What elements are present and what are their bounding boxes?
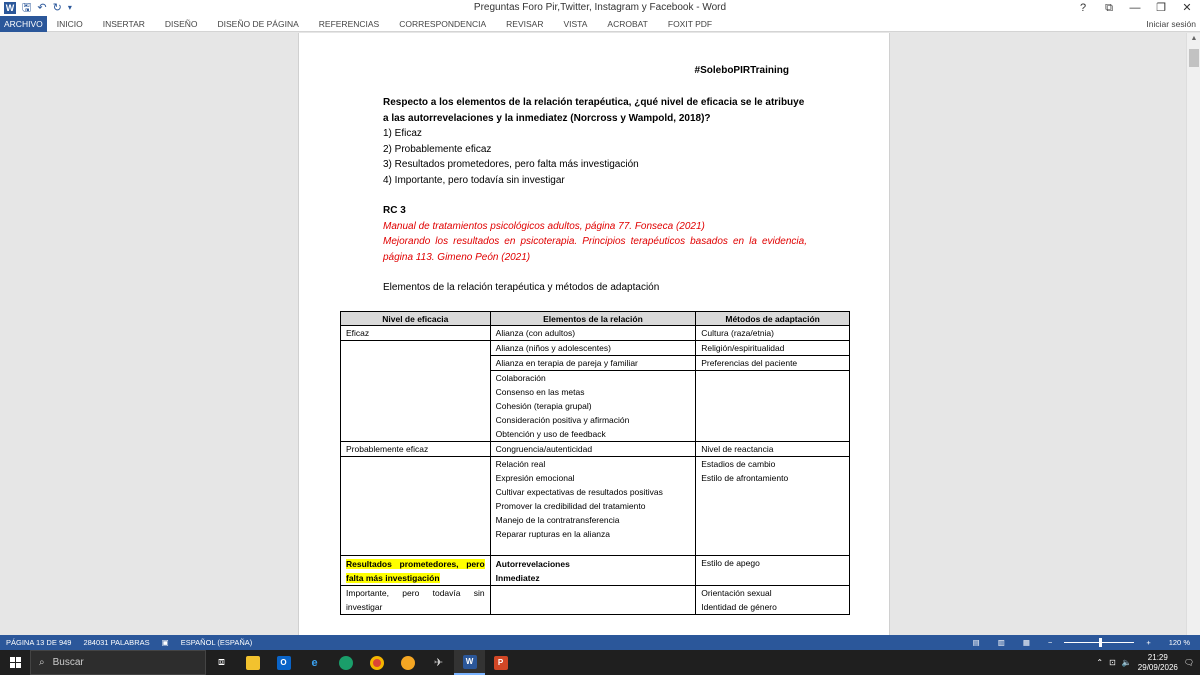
tab-diseno-de-pagina[interactable]: DISEÑO DE PÁGINA (217, 18, 299, 29)
cell-empty (490, 586, 696, 615)
scroll-up-icon[interactable]: ▲ (1190, 35, 1198, 42)
title-bar (0, 0, 1200, 16)
header-metodos: Métodos de adaptación (696, 312, 850, 326)
cell-preferencias: Preferencias del paciente (696, 356, 850, 371)
table-title: Elementos de la relación terapéutica y métodos de adaptación (383, 282, 660, 293)
windows-taskbar (0, 650, 1200, 675)
answer-key: RC 3 (383, 205, 406, 216)
restore-button[interactable]: ❐ (1156, 2, 1166, 14)
tab-acrobat[interactable]: ACROBAT (607, 18, 648, 29)
chrome-icon[interactable] (361, 650, 392, 675)
task-view-icon[interactable]: ⧈ (218, 656, 225, 668)
highlighted-text: falta más investigación (346, 573, 440, 583)
clock-time: 21:29 (1147, 652, 1168, 662)
table-row (341, 341, 850, 356)
list-item: Manejo de la contratransferencia (495, 515, 620, 525)
header-nivel: Nivel de eficacia (341, 312, 491, 326)
tab-inicio[interactable]: INICIO (56, 18, 83, 29)
cell-importante-methods (696, 586, 850, 615)
cell-reactancia: Nivel de reactancia (696, 442, 850, 457)
list-item: Orientación sexual (701, 588, 772, 598)
list-item: Identidad de género (701, 602, 777, 612)
zoom-slider-handle[interactable] (1099, 638, 1102, 647)
vertical-scrollbar[interactable] (1186, 33, 1200, 635)
file-explorer-icon[interactable] (237, 650, 268, 675)
volume-icon[interactable]: 🔈 (1121, 658, 1132, 667)
system-tray (1096, 650, 1200, 675)
taskbar-search[interactable] (30, 650, 206, 675)
browser-icon[interactable] (392, 650, 423, 675)
notifications-icon[interactable]: 🗨 (1183, 658, 1194, 667)
cell-prob-eficaz: Probablemente eficaz (341, 442, 491, 457)
word-taskbar-icon[interactable]: W (454, 650, 485, 675)
cell-congruencia: Congruencia/autenticidad (490, 442, 696, 457)
list-item: Relación real (495, 459, 546, 469)
cell-autorrevelaciones (490, 556, 696, 586)
list-item: Estilo de afrontamiento (701, 473, 789, 483)
windows-logo-icon (10, 657, 21, 668)
table-row (341, 326, 850, 341)
close-button[interactable]: ✕ (1182, 2, 1192, 14)
internet-explorer-icon[interactable]: e (311, 656, 318, 669)
cell-cultura: Cultura (raza/etnia) (696, 326, 850, 341)
scroll-thumb[interactable] (1189, 49, 1199, 67)
hashtag: #SoleboPIRTraining (694, 65, 789, 76)
list-item: Consideración positiva y afirmación (495, 415, 630, 425)
cell-apego: Estilo de apego (696, 556, 850, 586)
option-2: 2) Probablemente eficaz (383, 143, 492, 155)
list-item: Promover la credibilidad del tratamiento (495, 501, 646, 511)
header-elementos: Elementos de la relación (490, 312, 696, 326)
list-item: Importante, pero todavía sin (346, 588, 485, 598)
option-4: 4) Importante, pero todavía sin investigar (383, 174, 565, 186)
print-layout-icon[interactable]: ▥ (997, 638, 1005, 647)
tab-archivo[interactable]: ARCHIVO (0, 16, 47, 32)
tab-diseno[interactable]: DISEÑO (164, 18, 198, 29)
window-controls (1070, 0, 1200, 16)
cell-eficaz: Eficaz (341, 326, 491, 341)
list-item: Cohesión (terapia grupal) (495, 401, 592, 411)
list-item: Colaboración (495, 373, 546, 383)
list-item: Expresión emocional (495, 473, 575, 483)
quick-access-toolbar (0, 0, 72, 16)
cell-religion: Religión/espiritualidad (696, 341, 850, 356)
powerpoint-icon[interactable]: P (485, 650, 516, 675)
document-workspace (0, 33, 1200, 635)
table-header-row (341, 312, 850, 326)
efficacy-table (340, 311, 850, 615)
undo-icon[interactable]: ↶ (37, 2, 47, 14)
clock[interactable] (1138, 653, 1178, 673)
highlighted-text: Resultados prometedores, pero (346, 559, 485, 569)
proofing-icon[interactable]: ▣ (161, 638, 169, 647)
window-title: Preguntas Foro Pir,Twitter, Instagram y Facebook - Word (473, 2, 727, 13)
clock-date: 29/09/2026 (1137, 662, 1178, 672)
tab-revisar[interactable]: REVISAR (506, 18, 544, 29)
tab-correspondencia[interactable]: CORRESPONDENCIA (399, 18, 487, 29)
list-item: Reparar rupturas en la alianza (495, 529, 610, 539)
minimize-button[interactable]: — (1129, 2, 1141, 14)
app-icon[interactable]: ✈ (433, 657, 444, 669)
word-count[interactable]: 284031 PALABRAS (83, 638, 150, 647)
option-3: 3) Resultados prometedores, pero falta más investigación (383, 159, 639, 170)
table-row (341, 457, 850, 556)
search-icon: ⌕ (39, 657, 45, 668)
cell-prometedores (341, 556, 491, 586)
list-item: Estadios de cambio (701, 459, 776, 469)
tab-referencias[interactable]: REFERENCIAS (318, 18, 380, 29)
search-placeholder: Buscar (52, 657, 84, 668)
read-mode-icon[interactable]: ▤ (972, 638, 980, 647)
status-bar (0, 635, 1200, 650)
language-indicator[interactable]: ESPAÑOL (ESPAÑA) (180, 638, 253, 647)
ribbon-display-options-button[interactable]: ⧉ (1105, 2, 1113, 14)
cell-importante (341, 586, 491, 615)
help-button[interactable]: ? (1079, 2, 1087, 14)
tab-insertar[interactable]: INSERTAR (102, 18, 145, 29)
zoom-slider[interactable] (1064, 642, 1134, 643)
list-item: Obtención y uso de feedback (495, 429, 606, 439)
list-item: Autorrevelaciones (495, 559, 570, 569)
table-row (341, 586, 850, 615)
list-item: investigar (346, 602, 383, 612)
document-page[interactable] (298, 33, 890, 635)
cell-alianza-ninos: Alianza (niños y adolescentes) (490, 341, 696, 356)
start-button[interactable] (0, 650, 30, 675)
reference-2: Mejorando los resultados en psicoterapia. Principios terapéuticos basados en la evidencia, página 113. Gimeno Peón (2021) (383, 236, 807, 263)
table-row (341, 556, 850, 586)
word-app-icon[interactable]: W (5, 3, 15, 13)
redo-icon[interactable]: ↻ (52, 2, 62, 14)
list-item: Inmediatez (495, 573, 540, 583)
zoom-level[interactable]: 120 % (1168, 638, 1190, 647)
ribbon-tabs (0, 16, 1200, 32)
list-item: Consenso en las metas (495, 387, 585, 397)
cell-empty (341, 341, 491, 442)
web-layout-icon[interactable]: ▦ (1022, 638, 1030, 647)
customize-qat-icon[interactable]: ▾ (67, 3, 72, 12)
zoom-controls (967, 635, 1196, 650)
reference-1: Manual de tratamientos psicológicos adultos, página 77. Fonseca (2021) (383, 220, 705, 232)
cell-empty (696, 371, 850, 442)
page-count[interactable]: PÁGINA 13 DE 949 (6, 638, 72, 647)
save-icon[interactable]: 🖫 (22, 2, 32, 14)
zoom-out-icon[interactable]: − (1047, 638, 1053, 647)
document-content (383, 95, 807, 296)
cell-alianza-pareja: Alianza en terapia de pareja y familiar (490, 356, 696, 371)
list-item: Cultivar expectativas de resultados positivas (495, 487, 663, 497)
edge-icon[interactable] (330, 650, 361, 675)
chevron-up-icon[interactable]: ⌃ (1096, 658, 1104, 667)
cell-eficaz-list (490, 371, 696, 442)
cell-prob-list (490, 457, 696, 556)
outlook-icon[interactable]: O (268, 650, 299, 675)
table-row (341, 442, 850, 457)
tab-vista[interactable]: VISTA (563, 18, 588, 29)
sign-in-link[interactable]: Iniciar sesión (1146, 19, 1196, 29)
network-icon[interactable]: ⊡ (1109, 658, 1116, 667)
tab-foxit-pdf[interactable]: FOXIT PDF (667, 18, 713, 29)
zoom-in-icon[interactable]: + (1146, 638, 1151, 647)
cell-prob-methods (696, 457, 850, 556)
cell-alianza-adultos: Alianza (con adultos) (490, 326, 696, 341)
cell-empty (341, 457, 491, 556)
option-1: 1) Eficaz (383, 128, 422, 139)
question-text: Respecto a los elementos de la relación terapéutica, ¿qué nivel de eficacia se le atribuye a las autorrevelaciones y la inmediatez (Norcross y Wampold, 2018)? (383, 97, 805, 124)
